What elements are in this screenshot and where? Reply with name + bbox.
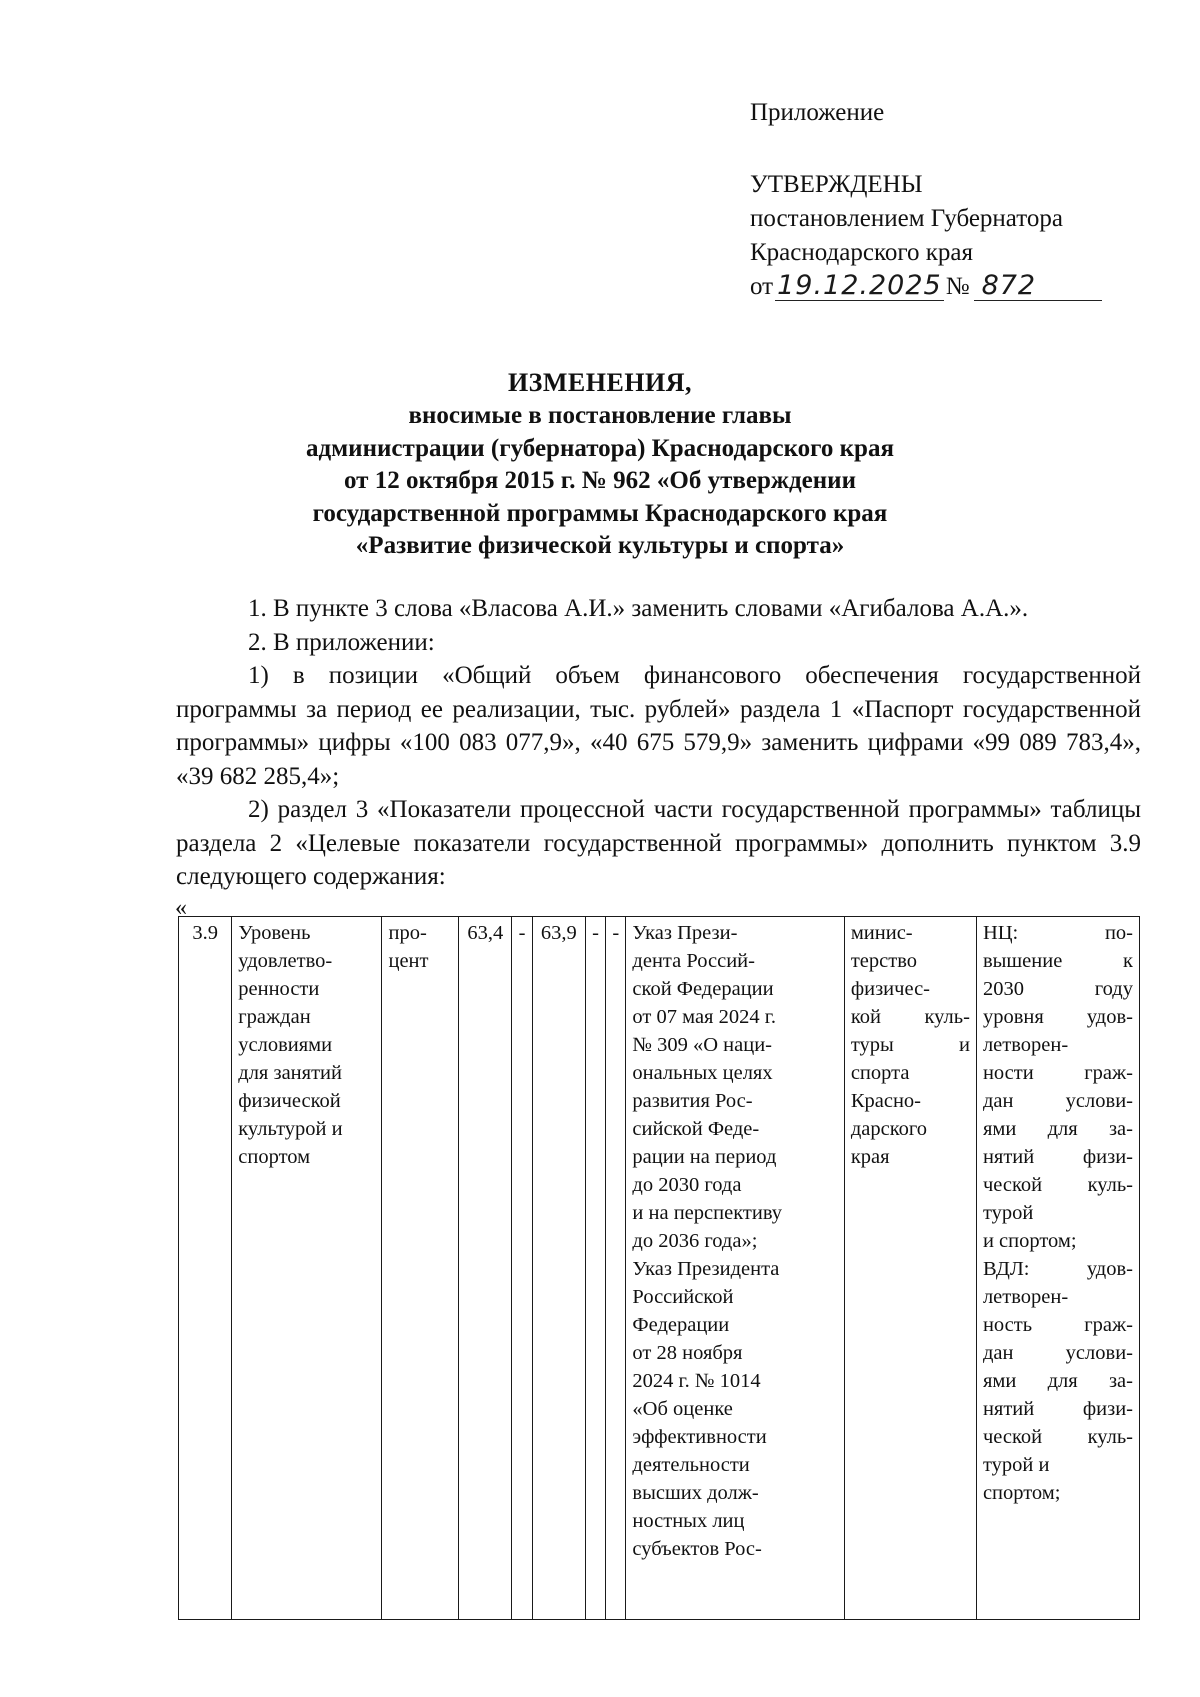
cell-text-line: кой куль-	[850, 1006, 970, 1028]
cell-text-line: Федерации	[632, 1314, 730, 1336]
cell-text-line: дента Россий-	[632, 950, 755, 972]
value-cell	[512, 917, 532, 1620]
cell-text-line: спортом;	[982, 1482, 1061, 1504]
cell-text-line: -	[592, 922, 599, 944]
paragraph-1: 1. В пункте 3 слова «Власова А.И.» заменить словами «Агибалова А.А.».	[248, 595, 1029, 622]
cell-text-line: про-	[388, 922, 427, 944]
cell-text-line: ности граж-	[982, 1062, 1133, 1084]
cell-text-line: до 2036 года»;	[632, 1230, 758, 1252]
cell-text-line: условиями	[238, 1034, 333, 1056]
cell-text-line: Указ Президента	[632, 1258, 780, 1280]
cell-text-line: ностных лиц	[632, 1510, 745, 1532]
cell-text-line: 2030 году	[982, 978, 1133, 1000]
cell-text-line: сийской Феде-	[632, 1118, 760, 1140]
paragraph-2: 2. В приложении:	[248, 628, 435, 656]
document-title: ИЗМЕНЕНИЯ,	[507, 368, 693, 397]
document-body	[176, 592, 1141, 894]
cell-text-line: культурой и	[238, 1118, 343, 1140]
cell-text-line: ческой куль-	[982, 1174, 1133, 1196]
cell-text-line: -	[612, 922, 620, 944]
row-number-cell	[179, 917, 232, 1620]
value-cell	[459, 917, 512, 1620]
approval-stamp-block	[750, 96, 1102, 304]
cell-text-line: от 28 ноября	[632, 1342, 743, 1364]
cell-text-line: -	[518, 922, 526, 944]
cell-text-line: рации на период	[632, 1146, 777, 1168]
cell-text-line: ность граж-	[982, 1314, 1133, 1336]
heading-line: государственной программы Краснодарского края	[312, 499, 888, 527]
approved-label: УТВЕРЖДЕНЫ	[750, 171, 923, 198]
cell-text-line: спорта	[850, 1062, 910, 1084]
heading-line: администрации (губернатора) Краснодарского края	[306, 434, 894, 462]
cell-text-line: летворен-	[982, 1034, 1069, 1056]
cell-text-line: дан услови-	[982, 1342, 1133, 1364]
cell-text-line: № 309 «О наци-	[632, 1034, 772, 1056]
date-prefix: от	[750, 273, 774, 300]
cell-text-line: Уровень	[238, 922, 311, 944]
cell-text-line: и спортом;	[982, 1230, 1077, 1252]
cell-text-line: и на перспективу	[632, 1202, 783, 1224]
cell-text-line: деятельности	[632, 1454, 750, 1476]
cell-text-line: ональных целях	[632, 1062, 773, 1084]
cell-text-line: 63,9	[540, 922, 577, 944]
cell-text-line: 3.9	[192, 922, 218, 944]
indicators-table	[178, 916, 1140, 1620]
value-cell	[532, 917, 585, 1620]
cell-text-line: нятий физи-	[982, 1398, 1133, 1420]
cell-text-line: ской Федерации	[632, 978, 774, 1000]
approved-by-line: постановлением Губернатора	[750, 205, 1063, 232]
cell-text-line: НЦ: по-	[982, 922, 1133, 944]
cell-text-line: физичес-	[850, 978, 930, 1000]
cell-text-line: высших долж-	[632, 1482, 759, 1504]
cell-text-line: 2024 г. № 1014	[632, 1370, 761, 1392]
paragraph-3: 1) в позиции «Общий объем финансового обеспечения государственной программы за период ее реализации, тыс. рублей» раздела 1 «Паспорт государственной программы» цифры «100 083 077,9», «40 675 579,9» заменить цифрами «99 089 783,4», «39 682 285,4»;	[176, 662, 1141, 790]
paragraph-4: 2) раздел 3 «Показатели процессной части государственной программы» таблицы раздела 2 «Целевые показатели государственной программы» дополнить пунктом 3.9 следующего содержания:	[176, 796, 1141, 890]
cell-text-line: физической	[238, 1090, 341, 1112]
cell-text-line: дарского	[850, 1118, 928, 1140]
cell-text-line: турой	[982, 1202, 1034, 1224]
heading-line: вносимые в постановление главы	[408, 402, 792, 429]
heading-line: от 12 октября 2015 г. № 962 «Об утверждении	[344, 467, 856, 494]
cell-text-line: Российской	[632, 1286, 734, 1308]
cell-text-line: удовлетво-	[238, 950, 333, 972]
cell-text-line: спортом	[238, 1146, 311, 1168]
cell-text-line: для занятий	[238, 1062, 342, 1084]
handwritten-number: 872	[974, 272, 1102, 301]
cell-text-line: субъектов Рос-	[632, 1538, 762, 1560]
unit-cell	[382, 917, 459, 1620]
cell-text-line: граждан	[238, 1006, 311, 1028]
handwritten-date: 19.12.2025	[777, 270, 942, 301]
cell-text-line: минис-	[850, 922, 913, 944]
cell-text-line: ВДЛ: удов-	[982, 1258, 1133, 1280]
cell-text-line: вышение к	[982, 950, 1133, 972]
opening-quote: «	[175, 895, 187, 921]
legal-basis-cell	[626, 917, 844, 1620]
goal-cell	[976, 917, 1139, 1620]
table-row	[179, 917, 1140, 1620]
document-heading	[0, 366, 1200, 563]
cell-text-line: летворен-	[982, 1286, 1069, 1308]
cell-text-line: дан услови-	[982, 1090, 1133, 1112]
cell-text-line: эффективности	[632, 1426, 767, 1448]
cell-text-line: ческой куль-	[982, 1426, 1133, 1448]
cell-text-line: цент	[388, 950, 429, 972]
cell-text-line: терство	[850, 950, 917, 972]
value-cell	[606, 917, 626, 1620]
indicator-name-cell	[232, 917, 382, 1620]
cell-text-line: «Об оценке	[632, 1398, 733, 1420]
cell-text-line: ренности	[238, 978, 320, 1000]
appendix-label: Приложение	[750, 99, 885, 126]
cell-text-line: развития Рос-	[632, 1090, 753, 1112]
cell-text-line: турой и	[982, 1454, 1050, 1476]
cell-text-line: ями для за-	[982, 1118, 1133, 1140]
cell-text-line: края	[850, 1146, 890, 1168]
date-number-line	[750, 270, 1102, 304]
cell-text-line: 63,4	[467, 922, 504, 944]
value-cell	[585, 917, 605, 1620]
heading-line: «Развитие физической культуры и спорта»	[355, 532, 845, 559]
cell-text-line: Указ Прези-	[632, 922, 738, 944]
cell-text-line: нятий физи-	[982, 1146, 1133, 1168]
cell-text-line: Красно-	[850, 1090, 921, 1112]
responsible-cell	[844, 917, 976, 1620]
region-line: Краснодарского края	[750, 239, 973, 266]
cell-text-line: от 07 мая 2024 г.	[632, 1006, 776, 1028]
cell-text-line: до 2030 года	[632, 1174, 742, 1196]
number-sign: №	[945, 273, 970, 300]
cell-text-line: уровня удов-	[982, 1006, 1133, 1028]
cell-text-line: ями для за-	[982, 1370, 1133, 1392]
cell-text-line: туры и	[850, 1034, 970, 1056]
